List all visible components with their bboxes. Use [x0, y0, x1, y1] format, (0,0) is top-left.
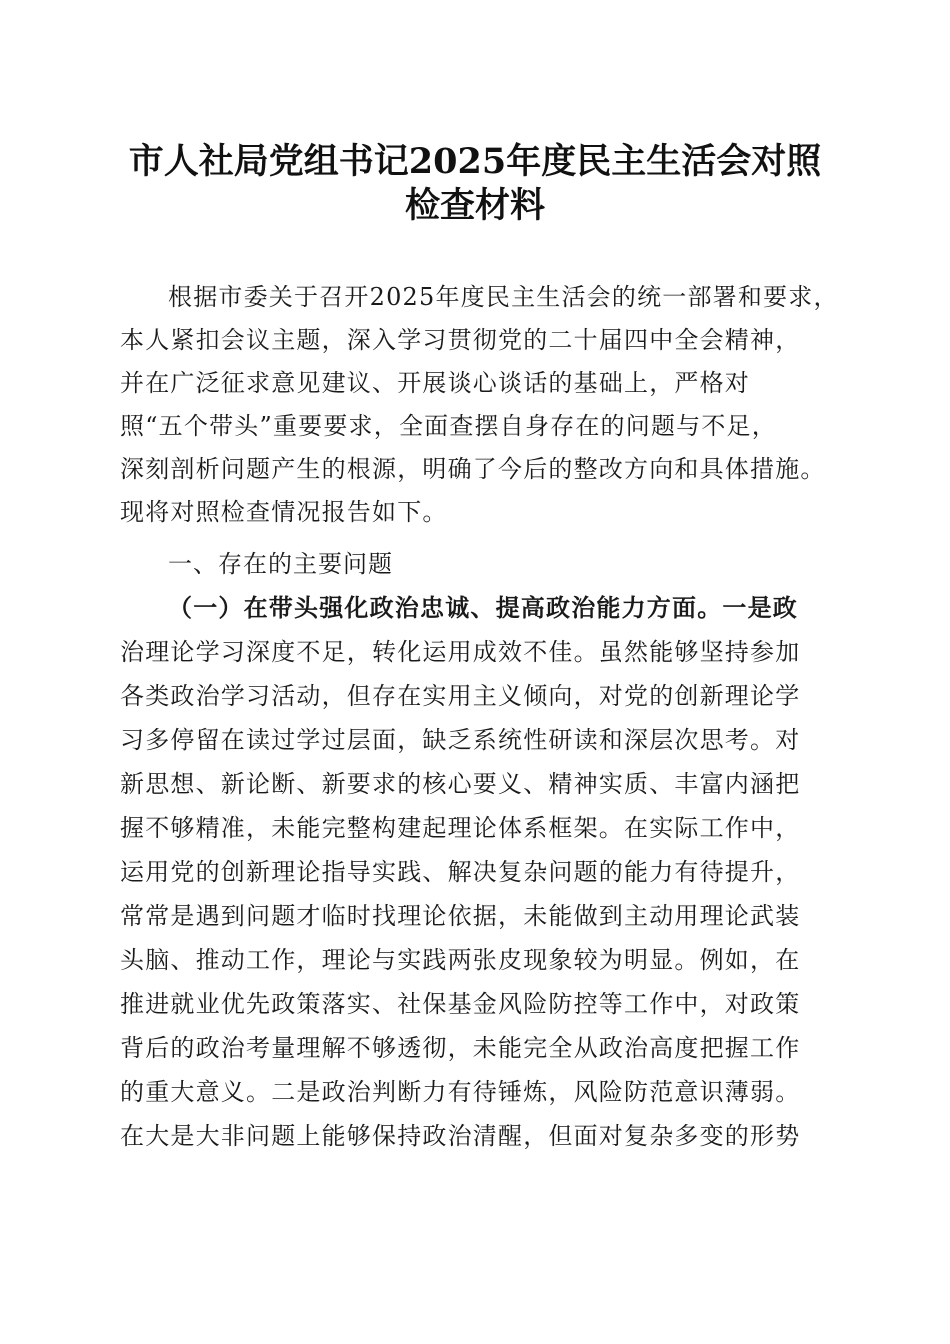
body-line: 治理论学习深度不足，转化运用成效不佳。虽然能够坚持参加 — [120, 638, 801, 666]
body-line: 的重大意义。二是政治判断力有待锤炼，风险防范意识薄弱。 — [120, 1078, 801, 1106]
body-line: 新思想、新论断、新要求的核心要义、精神实质、丰富内涵把 — [120, 770, 801, 798]
intro-line: 现将对照检查情况报告如下。 — [120, 498, 448, 526]
intro-line: 根据市委关于召开2025年度民主生活会的统一部署和要求， — [168, 283, 839, 311]
body-line: 在大是大非问题上能够保持政治清醒，但面对复杂多变的形势 — [120, 1122, 801, 1150]
body-line: 习多停留在读过学过层面，缺乏系统性研读和深层次思考。对 — [120, 726, 801, 754]
intro-line: 本人紧扣会议主题，深入学习贯彻党的二十届四中全会精神， — [120, 326, 801, 354]
subsection-heading: （一）在带头强化政治忠诚、提高政治能力方面。 — [168, 593, 723, 622]
document-title-line-1: 市人社局党组书记2025年度民主生活会对照 — [128, 141, 822, 182]
body-line: 各类政治学习活动，但存在实用主义倾向，对党的创新理论学 — [120, 682, 801, 710]
body-line: 推进就业优先政策落实、社保基金风险防控等工作中，对政策 — [120, 990, 801, 1018]
body-line: 头脑、推动工作，理论与实践两张皮现象较为明显。例如，在 — [120, 946, 801, 974]
intro-line: 深刻剖析问题产生的根源，明确了今后的整改方向和具体措施。 — [120, 455, 826, 483]
subsection-lead-line — [168, 588, 888, 628]
intro-line: 照“五个带头”重要要求，全面查摆自身存在的问题与不足， — [120, 412, 777, 440]
body-line: 背后的政治考量理解不够透彻，未能完全从政治高度把握工作 — [120, 1034, 801, 1062]
body-line: 运用党的创新理论指导实践、解决复杂问题的能力有待提升， — [120, 858, 801, 886]
point-lead: 一是政 — [722, 593, 799, 622]
body-line: 常常是遇到问题才临时找理论依据，未能做到主动用理论武装 — [120, 902, 801, 930]
section-heading: 一、存在的主要问题 — [168, 550, 393, 578]
document-title-line-2: 检查材料 — [404, 185, 545, 226]
body-line: 握不够精准，未能完整构建起理论体系框架。在实际工作中， — [120, 814, 801, 842]
intro-line: 并在广泛征求意见建议、开展谈心谈话的基础上，严格对 — [120, 369, 750, 397]
